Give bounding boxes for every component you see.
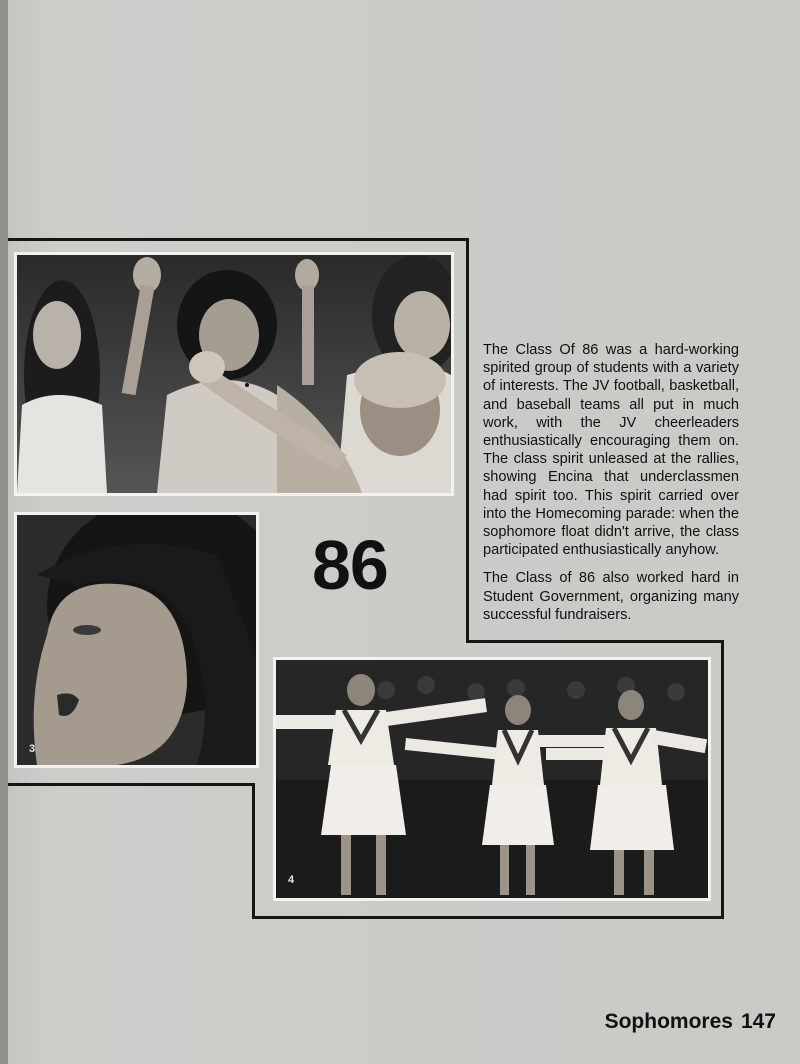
- frame-rule-mid: [466, 640, 724, 643]
- rally-crowd-photo: [14, 252, 454, 496]
- frame-rule-bottom: [252, 916, 724, 919]
- cheerleaders-image: [276, 660, 708, 898]
- page-footer: [597, 1010, 776, 1034]
- rally-crowd-image: [17, 255, 451, 493]
- frame-rule-right-lower: [721, 640, 724, 919]
- photo-number-3: 3: [29, 743, 36, 755]
- section-title: Sophomores: [604, 1010, 733, 1033]
- page-number: 147: [740, 1010, 776, 1033]
- article-paragraph-2: The Class of 86 also worked hard in Student Government, organizing many successful fundraisers.: [483, 570, 739, 623]
- frame-rule-step: [8, 783, 255, 786]
- student-closeup-photo: [14, 512, 259, 768]
- article-paragraph-1: The Class Of 86 was a hard-working spirited group of students with a variety of interests. The JV football, basketball, and baseball teams all put in much work, with the JV cheerleaders enthusiastically encouraging them on. The class spirit unleased at the rallies, showing Encina that underclassmen had spirit too. This spirit carried over into the Homecoming parade: when the sophomore float didn't arrive, the class participated enthusiastically anyhow.: [483, 342, 739, 559]
- cheerleaders-photo: [273, 657, 711, 901]
- class-year-heading: 86: [312, 526, 388, 604]
- binding-gutter: [0, 0, 8, 1064]
- student-closeup-image: [17, 515, 256, 765]
- article-body: [483, 341, 739, 634]
- photo-number-4: 4: [288, 874, 295, 886]
- frame-rule-right-upper: [466, 238, 469, 643]
- frame-rule-top: [8, 238, 469, 241]
- frame-rule-left-lower: [252, 785, 255, 919]
